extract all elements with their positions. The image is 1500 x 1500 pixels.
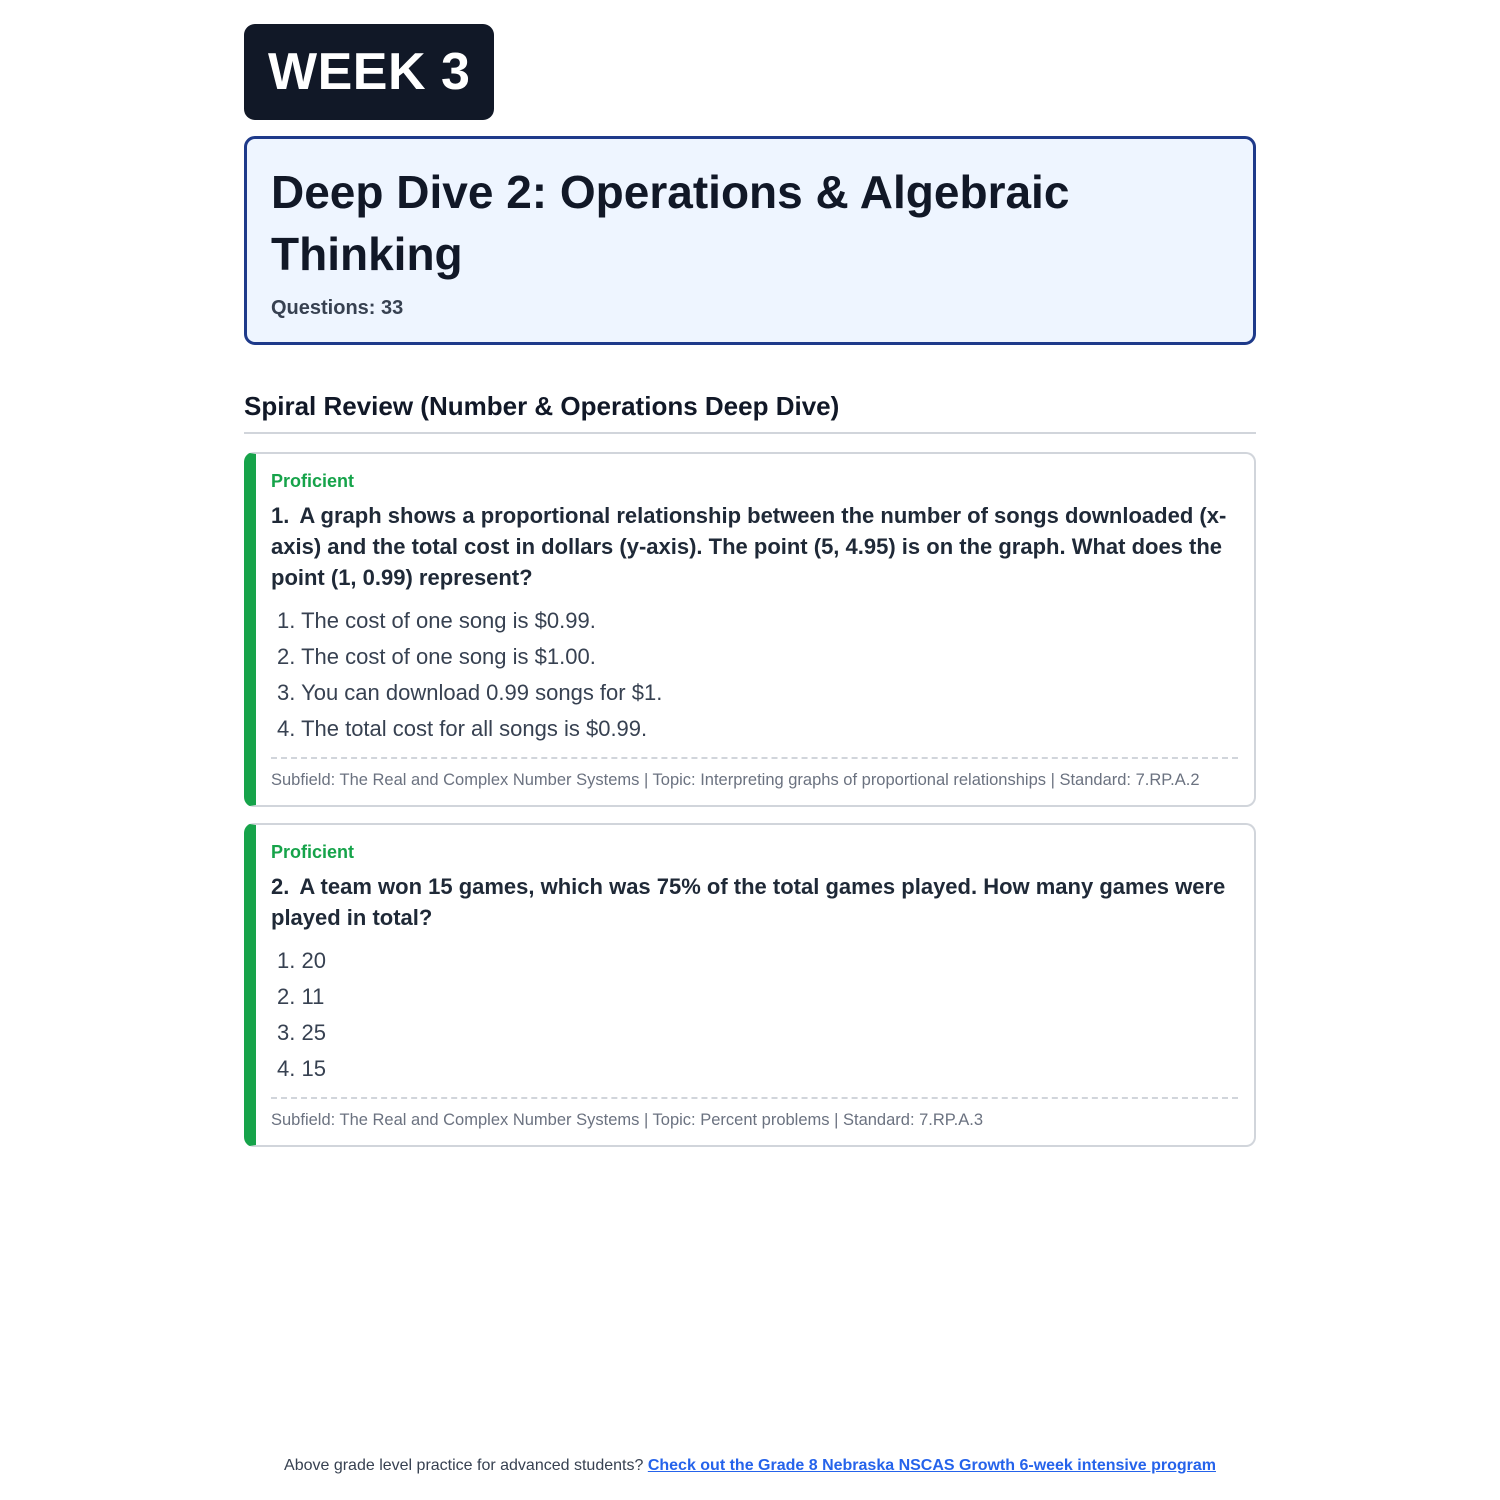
unit-header-box (244, 136, 1256, 345)
question-text (271, 500, 1238, 593)
answer-choice: 2. 11 (277, 984, 325, 1009)
answer-choice: 4. 15 (277, 1056, 326, 1081)
question-metadata: Subfield: The Real and Complex Number Systems | Topic: Interpreting graphs of proportional relationships | Standard: 7.RP.A.2 (271, 757, 1238, 791)
question-number: 2. (271, 874, 290, 899)
answer-choice: 3. 25 (277, 1020, 326, 1045)
question-body: A graph shows a proportional relationship between the number of songs downloaded (x-axis) and the total cost in dollars (y-axis). The point (5, 4.95) is on the graph. What does the point (1, 0.99) represent? (271, 503, 1227, 590)
answer-choice: 2. The cost of one song is $1.00. (277, 644, 596, 669)
unit-title: Deep Dive 2: Operations & Algebraic Thinking (271, 166, 1070, 280)
footer-text: Above grade level practice for advanced students? (284, 1457, 644, 1474)
program-link[interactable]: Check out the Grade 8 Nebraska NSCAS Growth 6-week intensive program (647, 1457, 1216, 1474)
question-text (271, 871, 1238, 933)
difficulty-level: Proficient (271, 842, 355, 862)
question-card (244, 452, 1256, 807)
week-badge: WEEK 3 (244, 24, 494, 120)
footer (0, 1457, 1500, 1475)
answer-choice: 4. The total cost for all songs is $0.99. (277, 716, 648, 741)
answer-choice: 1. 20 (277, 948, 326, 973)
section-title: Spiral Review (Number & Operations Deep Dive) (244, 391, 1256, 434)
answer-choices (271, 943, 1238, 1087)
worksheet-page (244, 24, 1256, 1147)
question-number: 1. (271, 503, 290, 528)
question-metadata: Subfield: The Real and Complex Number Systems | Topic: Percent problems | Standard: 7.RP.A.3 (271, 1097, 1238, 1131)
question-count: Questions: 33 (271, 297, 404, 319)
answer-choice: 1. The cost of one song is $0.99. (277, 608, 596, 633)
difficulty-level: Proficient (271, 471, 355, 491)
answer-choice: 3. You can download 0.99 songs for $1. (277, 680, 663, 705)
answer-choices (271, 603, 1238, 747)
question-body: A team won 15 games, which was 75% of the total games played. How many games were played in total? (271, 874, 1226, 930)
question-card (244, 823, 1256, 1147)
